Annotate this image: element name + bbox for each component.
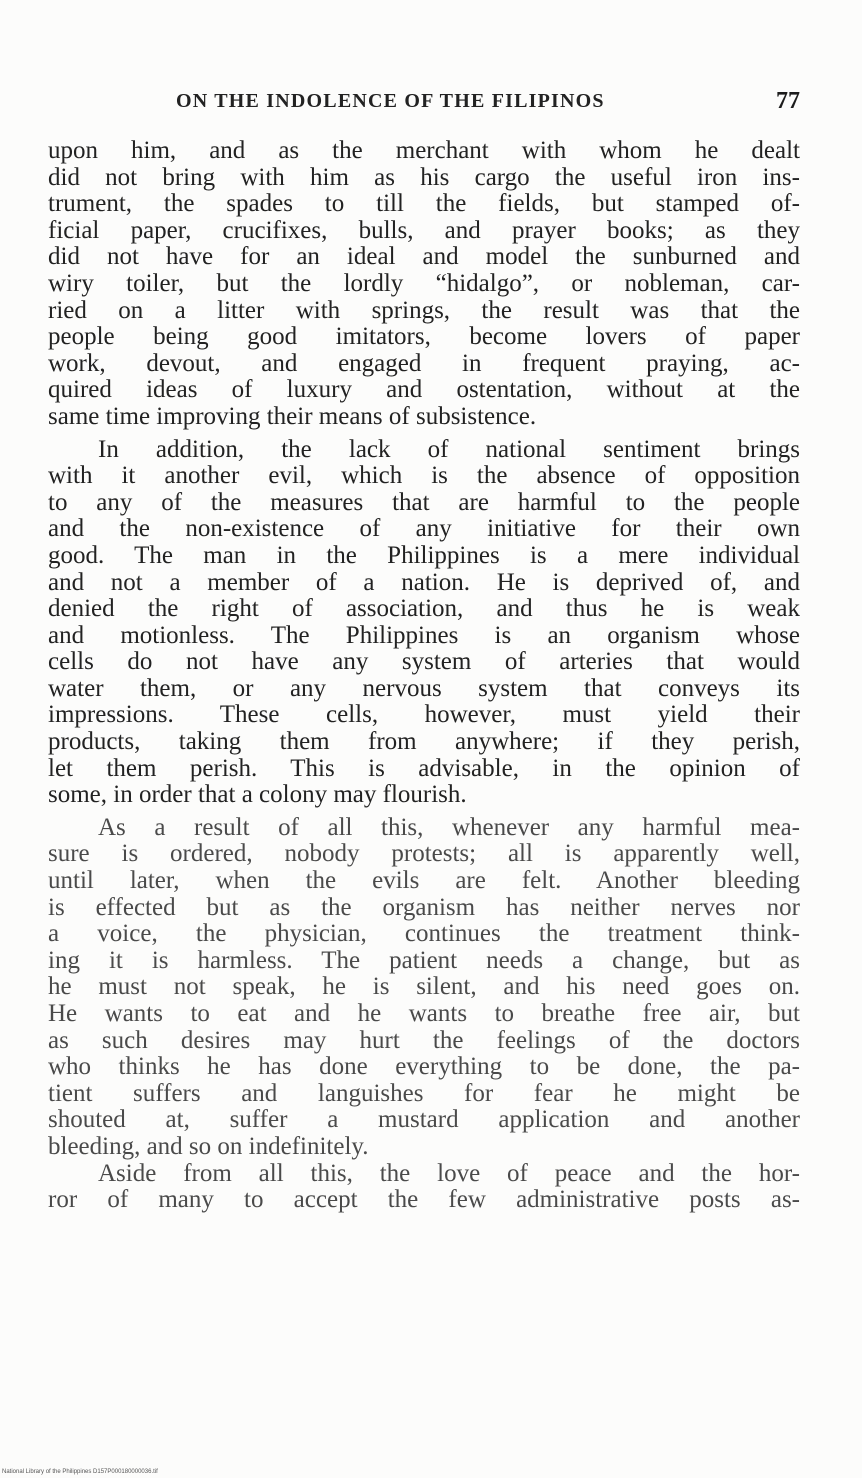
text-line: trument, the spades to till the fields, but stamped of- [48, 190, 800, 218]
text-line: He wants to eat and he wants to breathe free air, but [48, 1000, 800, 1027]
text-line: to any of the measures that are harmful to the people [48, 488, 800, 516]
page-number: 77 [776, 88, 800, 114]
text-line: impressions. These cells, however, must yield their [48, 701, 800, 729]
text-line: sure is ordered, nobody protests; all is apparently well, [48, 840, 800, 868]
text-line: with it another evil, which is the absence of opposition [48, 462, 800, 490]
text-line: Aside from all this, the love of peace and the hor- [98, 1159, 800, 1187]
text-line: denied the right of association, and thus he is weak [48, 595, 800, 623]
text-line: ried on a litter with springs, the result was that the [48, 296, 800, 324]
text-line: In addition, the lack of national sentiment brings [98, 435, 800, 463]
running-title: ON THE INDOLENCE OF THE FILIPINOS [176, 90, 605, 112]
text-line: ficial paper, crucifixes, bulls, and prayer books; as they [48, 216, 800, 244]
text-line: upon him, and as the merchant with whom he dealt [48, 137, 800, 164]
text-line: products, taking them from anywhere; if they perish, [48, 728, 800, 756]
text-line: tient suffers and languishes for fear he might be [48, 1079, 800, 1107]
paragraph-4 [48, 1161, 800, 1214]
text-line: did not bring with him as his cargo the useful iron ins- [48, 163, 800, 191]
text-line: shouted at, suffer a mustard application and another [48, 1106, 800, 1134]
text-line: cells do not have any system of arteries that would [48, 648, 800, 676]
text-line: a voice, the physician, continues the treatment think- [48, 920, 800, 948]
paragraph-1 [48, 138, 800, 431]
text-line: and not a member of a nation. He is deprived of, and [48, 568, 800, 596]
text-line: bleeding, and so on indefinitely. [48, 1132, 369, 1160]
text-line: water them, or any nervous system that conveys its [48, 674, 800, 702]
text-line: until later, when the evils are felt. Another bleeding [48, 867, 800, 895]
body-text [48, 138, 800, 1214]
text-line: some, in order that a colony may flourish. [48, 781, 467, 809]
paragraph-3 [48, 815, 800, 1161]
text-line: same time improving their means of subsistence. [48, 402, 537, 430]
text-line: ing it is harmless. The patient needs a change, but as [48, 946, 800, 974]
text-line: and the non-existence of any initiative for their own [48, 515, 800, 543]
text-line: ror of many to accept the few administrative posts as- [48, 1186, 800, 1214]
text-line: and motionless. The Philippines is an organism whose [48, 621, 800, 649]
running-head [48, 88, 800, 122]
text-line: who thinks he has done everything to be done, the pa- [48, 1053, 800, 1081]
text-line: is effected but as the organism has neither nerves nor [48, 893, 800, 921]
text-line: as such desires may hurt the feelings of the doctors [48, 1026, 800, 1054]
paragraph-2 [48, 437, 800, 809]
text-line: As a result of all this, whenever any harmful mea- [98, 813, 800, 841]
text-line: quired ideas of luxury and ostentation, without at the [48, 376, 800, 404]
footer-note: National Library of the Philippines D157P000180000036.tif [2, 1469, 158, 1475]
text-line: did not have for an ideal and model the sunburned and [48, 243, 800, 271]
text-line: let them perish. This is advisable, in the opinion of [48, 754, 800, 782]
text-line: he must not speak, he is silent, and his need goes on. [48, 973, 800, 1001]
text-line: wiry toiler, but the lordly “hidalgo”, or nobleman, car- [48, 269, 800, 297]
text-line: good. The man in the Philippines is a mere individual [48, 541, 800, 569]
text-line: work, devout, and engaged in frequent praying, ac- [48, 349, 800, 377]
text-line: people being good imitators, become lovers of paper [48, 323, 800, 351]
